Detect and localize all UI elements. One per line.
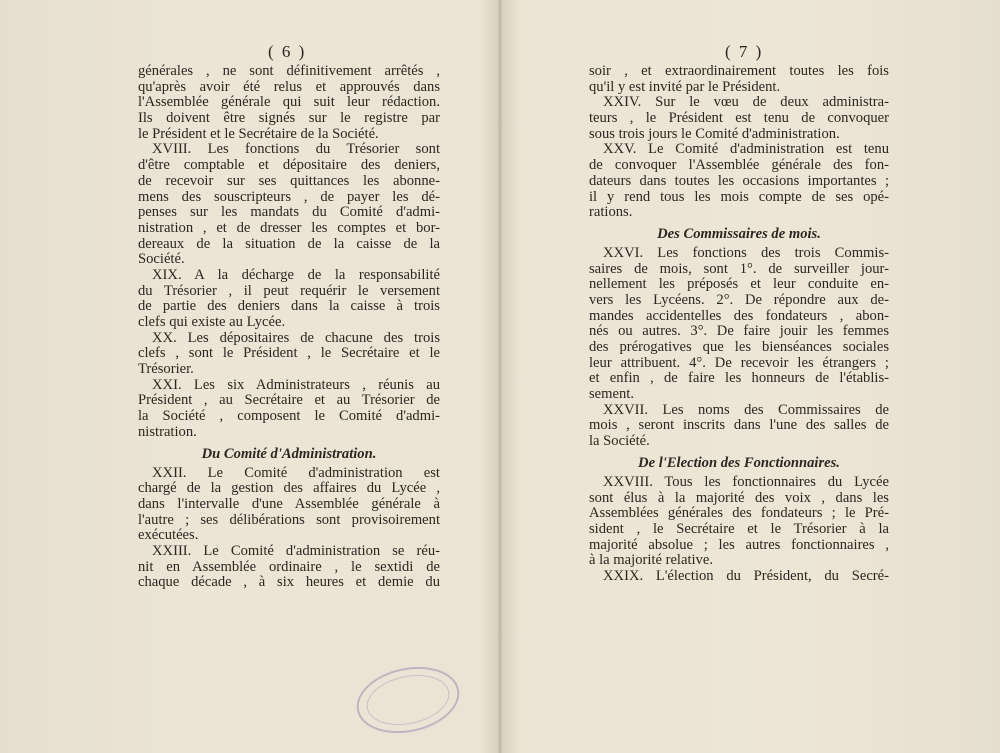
text-line: Ils doivent être signés sur le registre par: [138, 110, 440, 127]
text-line: XXIX. L'élection du Président, du Secré-: [603, 567, 889, 584]
text-line: dateurs dans toutes les occasions importantes ;: [589, 172, 889, 189]
text-line: mandes accidentelles des fondateurs , abon-: [589, 307, 889, 324]
text-line: qu'il y est invité par le Président.: [589, 78, 781, 95]
text-line: Assemblées générales des fondateurs ; le Pré-: [589, 505, 889, 522]
text-line: Président , au Secrétaire et au Trésorier de: [138, 392, 440, 409]
text-line: teurs , le Président est tenu de convoquer: [589, 110, 889, 127]
text-line: clefs , sont le Président , le Secrétaire et le: [138, 345, 440, 362]
text-line: de recevoir sur ses quittances les abonne-: [138, 172, 440, 189]
text-line: majorité absolue ; les autres fonctionnaires ,: [589, 536, 889, 553]
text-line: rations.: [589, 204, 633, 221]
text-line: chaque décade , à six heures et demie du: [138, 574, 440, 591]
text-line: XXV. Le Comité d'administration est tenu: [603, 141, 889, 158]
text-line: l'autre ; ses délibérations sont provisoirement: [138, 511, 440, 528]
text-line: XXVIII. Tous les fonctionnaires du Lycée: [603, 473, 889, 490]
text-line: nistration.: [138, 423, 197, 440]
text-line: XIX. A la décharge de la responsabilité: [152, 266, 440, 283]
text-line: XXI. Les six Administrateurs , réunis au: [152, 376, 440, 393]
text-line: la Société.: [589, 433, 650, 450]
text-line: XVIII. Les fonctions du Trésorier sont: [152, 141, 440, 158]
text-line: dans l'intervalle d'une Assemblée générale à: [138, 495, 440, 512]
right-page-number: ( 7 ): [725, 42, 764, 61]
text-line: clefs qui existe au Lycée.: [138, 314, 286, 330]
text-line: qu'après avoir été relus et approuvés dans: [138, 78, 440, 95]
text-line: il y rend tous les mois compte de ses opé-: [589, 188, 889, 205]
right-page: [503, 0, 1000, 753]
section-heading: Des Commissaires de mois.: [657, 225, 821, 242]
text-line: XXII. Le Comité d'administration est: [152, 464, 440, 481]
text-line: Société.: [138, 251, 185, 268]
text-line: générales , ne sont définitivement arrêtés ,: [138, 63, 440, 79]
left-page-text: [138, 64, 440, 591]
text-line: la Société , composent le Comité d'admi-: [138, 408, 440, 425]
section-heading: De l'Election des Fonctionnaires.: [638, 454, 840, 471]
text-line: l'Assemblée générale qui suit leur rédaction.: [138, 94, 440, 111]
text-line: penses sur les mandats du Comité d'admi-: [138, 204, 440, 221]
text-line: saires de mois, sont 1°. de surveiller jour-: [589, 260, 889, 277]
text-line: dereaux de la situation de la caisse de la: [138, 235, 440, 252]
section-heading: Du Comité d'Administration.: [201, 445, 377, 462]
text-line: sont élus à la majorité des voix , dans les: [589, 489, 889, 506]
text-line: mois , seront inscrits dans l'une des salles de: [589, 417, 889, 434]
text-line: exécutées.: [138, 527, 199, 544]
text-line: le Président et le Secrétaire de la Société.: [138, 125, 379, 142]
text-line: sement.: [589, 386, 634, 403]
text-line: vers les Lycéens. 2°. De répondre aux de-: [589, 291, 889, 308]
text-line: du Trésorier , il peut requérir le versement: [138, 282, 440, 299]
text-line: et enfin , de faire les honneurs de l'établis-: [589, 370, 889, 387]
text-line: XXIII. Le Comité d'administration se réu-: [152, 542, 440, 559]
text-line: XXVII. Les noms des Commissaires de: [603, 401, 889, 418]
text-line: des prérogatives que les bienséances sociales: [589, 339, 889, 355]
text-line: nistration , et de dresser les comptes et bor-: [138, 219, 440, 236]
text-line: de convoquer l'Assemblée générale des fon-: [589, 157, 889, 174]
text-line: de partie des deniers dans la caisse à trois: [138, 298, 440, 315]
text-line: Trésorier.: [138, 361, 194, 378]
right-page-text: [589, 64, 889, 585]
text-line: sous trois jours le Comité d'administration.: [589, 125, 840, 142]
text-line: d'être comptable et dépositaire des deniers,: [138, 157, 440, 174]
text-line: XXVI. Les fonctions des trois Commis-: [603, 244, 889, 261]
text-line: mens des souscripteurs , de payer les dé-: [138, 188, 440, 205]
text-line: XX. Les dépositaires de chacune des trois: [152, 329, 440, 346]
left-page: [0, 0, 497, 753]
text-line: sident , le Secrétaire et le Trésorier à la: [589, 520, 889, 537]
text-line: nit en Assemblée ordinaire , le sextidi de: [138, 558, 440, 575]
text-line: nellement les préposés et leur conduite en-: [589, 276, 889, 293]
stamp-ring: [362, 668, 454, 732]
text-line: XXIV. Sur le vœu de deux administra-: [603, 94, 889, 111]
library-stamp: [350, 658, 465, 742]
left-page-number: ( 6 ): [268, 42, 307, 61]
text-line: nés ou autres. 3°. De faire jouir les femmes: [589, 323, 889, 340]
text-line: à la majorité relative.: [589, 552, 713, 569]
text-line: chargé de la gestion des affaires du Lycée ,: [138, 480, 440, 497]
text-line: soir , et extraordinairement toutes les fois: [589, 63, 889, 79]
text-line: leur attribuent. 4°. De recevoir les étrangers ;: [589, 354, 889, 371]
